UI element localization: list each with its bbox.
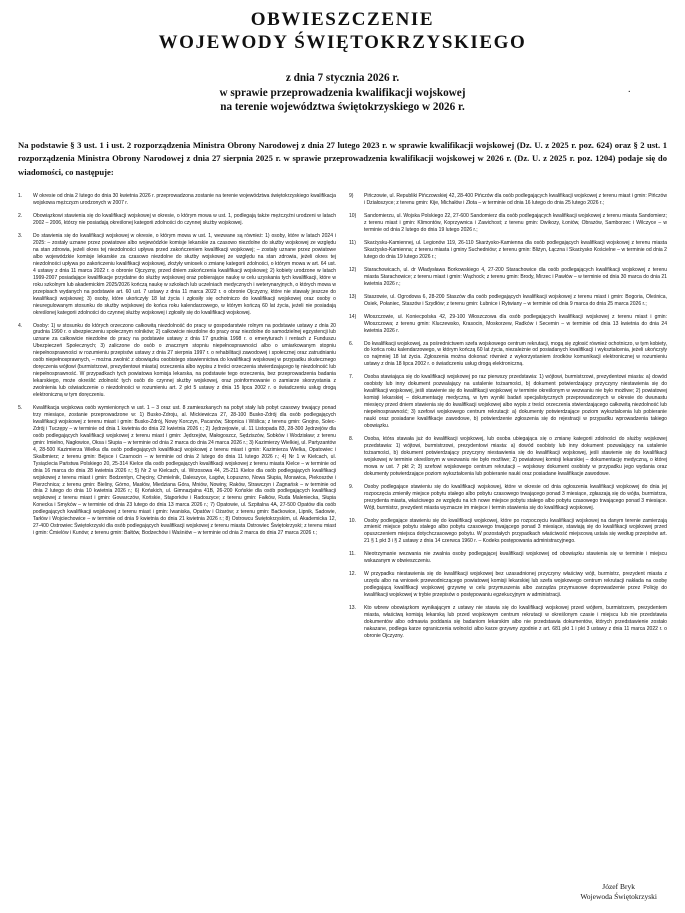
subject-line-1: w sprawie przeprowadzenia kwalifikacji wojskowej [219, 86, 466, 99]
list-item-number: 5. [18, 405, 23, 412]
list-item-number: 10) [349, 213, 357, 220]
list-item [349, 240, 667, 261]
list-item-text: W okresie od dnia 2 lutego do dnia 30 kwietnia 2026 r. przeprowadzona zostanie na terenie województwa świętokrzyskiego kwalifikacja wojskowa mężczyzn urodzonych w 2007 r. [33, 193, 336, 207]
preamble: Na podstawie § 3 ust. 1 i ust. 2 rozporządzenia Ministra Obrony Narodowej z dnia 27 lutego 2023 r. w sprawie kwalifikacji wojskowej (Dz. U. z 2025 r. poz. 624) oraz § 2 ust. 1 rozporządzenia Ministra Obrony Narodowej z dnia 27 sierpnia 2025 r. w sprawie przeprowadzenia kwalifikacji wojskowej w 2026 r. (Dz. U. z 2025 r. poz. 1204) podaje się do wiadomości, co następuje: [18, 139, 667, 177]
subject-line-2: na terenie województwa świętokrzyskiego w 2026 r. [220, 101, 465, 113]
list-item [349, 518, 667, 546]
list-item [349, 571, 667, 599]
list-item [349, 341, 667, 369]
list-item-number: 10. [349, 517, 357, 524]
list-item-text: Pińczowie, ul. Republiki Pińczowskiej 42, 28-400 Pińczów dla osób podlegających kwalifikacji wojskowej z terenu miast i gmin: Pińczów i Działoszyce; z terenu gmin: Kije, Michałów i Złota – w terminie od dnia 16 lutego do dnia 25 lutego 2026 r.; [364, 193, 667, 207]
list-item-number: 2. [18, 213, 23, 220]
list-item [18, 233, 336, 316]
list-item-text: Nieotrzymanie wezwania nie zwalnia osoby podlegającej kwalifikacji wojskowej od obowiązku stawienia się w terminie i miejscu wskazanym w obwieszczeniu. [364, 551, 667, 565]
list-item-text: Kto wbrew obowiązkom wynikającym z ustawy nie stawia się do kwalifikacji wojskowej przed wójtem, burmistrzem, prezydentem miasta, właściwą komisją lekarską lub przed wojskowym centrum rekrutacji w określonym czasie i miejscu lub nie przedstawia dokumentów albo odmawia poddania się badaniom lekarskim albo nie przedstawia dokumentów, których przedstawienie zostało nakazane, podlega karze ograniczenia wolności albo karze grzywny zgodnie z art. 681 pkt 1 i pkt 3 ustawy z dnia 11 marca 2022 r. o obronie Ojczyzny. [364, 605, 667, 639]
list-item-number: 9) [349, 193, 354, 200]
list-item-text: Osoby: 1) w stosunku do których orzeczono całkowitą niezdolność do pracy w gospodarstwie rolnym na podstawie ustawy z dnia 20 grudnia 1990 r. o ubezpieczeniu społecznym rolników; 2) całkowicie niezdolne do pracy oraz niezdolne do samodzielnej egzystencji lub uznane za całkowicie niezdolne do pracy na podstawie ustawy z dnia 17 grudnia 1998 r. o emeryturach i rentach z Funduszu Ubezpieczeń Społecznych; 3) zaliczone do osób o znacznym stopniu niepełnosprawności albo o umiarkowanym stopniu niepełnosprawności w rozumieniu przepisów ustawy z dnia 27 sierpnia 1997 r. o rehabilitacji zawodowej i społecznej oraz zatrudnianiu osób niepełnosprawnych, – można zwolnić z obowiązku osobistego stawiennictwa do kwalifikacji wojskowej w przypadku skutecznego doręczenia wójtowi (burmistrzowi, prezydentowi miasta) orzeczenia albo wypisu z treści orzeczenia stwierdzającego tę niezdolność lub niepełnosprawność. W przypadkach tych powiatowa komisja lekarska, na podstawie tego orzeczenia, bez przeprowadzenia badania lekarskiego, może określić zdolność tych osób do czynnej służby wojskowej, oraz poinformowanie o zamiarze skorzystania z zwolnienia lub oświadczenie o niezdolności w rozumieniu art. 2 pkt 5 ustawy z dnia 15 lipca 2002 r. o świadczeniu usług drogą elektroniczną w tym doręczeniu. [33, 322, 336, 399]
list-item [349, 484, 667, 512]
list-item-text: Obowiązkowi stawienia się do kwalifikacji wojskowej w okresie, o którym mowa w ust. 1, podlegają także mężczyźni urodzeni w latach 2002 – 2006, którzy nie posiadają określonej kategorii zdolności do czynnej służby wojskowej. [33, 213, 336, 227]
list-item-number: 11) [349, 240, 356, 247]
signatory-role: Wojewoda Świętokrzyski [580, 892, 657, 901]
left-column [18, 193, 336, 646]
document-title: OBWIESZCZENIE [250, 9, 435, 30]
list-item [349, 267, 667, 288]
list-item-text: Starachowicach, ul. dr Władysława Borkowskiego 4, 27-200 Starachowice dla osób podlegających kwalifikacji wojskowej z terenu miasta Starachowice; z terenu miast i gmin: Wąchock; z terenu gmin: Brody, Mirzec i Pawłów – w terminie od dnia 30 marca do dnia 21 kwietnia 2026 r.; [364, 266, 667, 287]
list-item-number: 7. [349, 374, 354, 381]
list-item [349, 436, 667, 478]
list-item [18, 405, 336, 537]
signature-block [580, 882, 657, 902]
list-item-number: 8. [349, 435, 354, 442]
list-item-number: 3. [18, 233, 23, 240]
list-item-text: Skarżysku-Kamiennej, ul. Legionów 119, 26-110 Skarżysko-Kamienna dla osób podlegających kwalifikacji wojskowej z terenu miasta Skarżysko-Kamienna; z terenu miasta i gminy Suchedniów; z terenu gmin: Bliżyn, Łączna i Skarżysko Kościelne – w terminie od dnia 2 lutego do dnia 19 lutego 2026 r.; [364, 240, 667, 260]
list-item-number: 1. [18, 193, 23, 200]
document-issuer: WOJEWODY ŚWIĘTOKRZYSKIEGO [158, 32, 527, 53]
list-item-text: Kwalifikacja wojskowa osób wymienionych w ust. 1 – 3 oraz ust. 8 zamieszkanych na pobyt stały lub pobyt czasowy trwający ponad trzy miesiące, zostanie przeprowadzone w: 1) Busko-Zdroju, al. Mickiewicza 27, 28-100 Busko-Zdrój dla osób podlegających kwalifikacji wojskowej z terenu miast i gmin: Busko-Zdrój, Nowy Korczyn, Pacanów, Stopnica i Wiślica; z terenu gmin: Gnojno, Solec-Zdrój i Tuczępy – w terminie od dnia 1 kwietnia do dnia 22 kwietnia 2026 r.; 2) Jędrzejowie, ul. 11 Listopada 83, 28-300 Jędrzejów dla osób podlegających kwalifikacji wojskowej z terenu miast i gmin: Jędrzejów, Małogoszcz, Sędziszów, Sobków i Wodzisław; z terenu gmin: Imielno, Nagłowice, Oksa i Słupia – w terminie od dnia 2 marca do dnia 24 marca 2026 r.; 3) Kazimierzy Wielkiej, ul. Partyzantów 4, 28-500 Kazimierza Wielka dla osób podlegających kwalifikacji wojskowej z terenu miast i gmin: Kazimierza Wielka, Opatowiec i Skalbmierz; z terenu gmin: Bejsce i Czarnocin – w terminie od dnia 2 lutego do dnia 11 lutego 2026 r.; 4) Nr 1 w Kielcach, ul. Tysiąclecia Państwa Polskiego 20, 25-314 Kielce dla osób podlegających kwalifikacji wojskowej z terenu miasta Kielce – w terminie od dnia 16 marca do dnia 28 kwietnia 2026 r.; 5) Nr 2 w Kielcach, ul. Wrzosowa 44, 25-211 Kielce dla osób podlegających kwalifikacji wojskowej z terenu miast i gmin: Bodzentyn, Chęciny, Chmielnik, Daleszyce, Łagów, Łopuszno, Nowa Słupia, Morawica, Piekoszów i Pierzchnica; z terenu gmin: Bieliny, Górno, Masłów, Miedziana Góra, Mniów, Nowiny, Raków, Strawczyn i Zagnańsk – w terminie od dnia 2 lutego do dnia 10 kwietnia 2026 r.; 6) Końskich, ul. Gimnazjalna 41B, 26-200 Końskie dla osób podlegających kwalifikacji wojskowej z terenu miast i gmin: Gowarczów, Końskie, Stąporków i Radoszyce; z terenu gmin: Fałków, Ruda Maleniecka, Słupia Konecka i Smyków – w terminie od dnia 23 lutego do dnia 13 marca 2026 r.; 7) Opatowie, ul. Szpitalna 4A, 27-500 Opatów dla osób podlegających kwalifikacji wojskowej z terenu miast i gmin: Iwaniska, Opatów i Ożarów; z terenu gmin: Baćkowice, Lipnik, Sadowie, Tarłów i Wojciechowice – w terminie od dnia 9 kwietnia do dnia 21 kwietnia 2026 r.; 8) Ostrowcu Świętokrzyskim, ul. Akademicka 12, 27-400 Ostrowiec Świętokrzyski dla osób podlegających kwalifikacji wojskowej z terenu miasta Ostrowiec Świętokrzyski; z terenu miast i gmin: Ćmielów i Kunów; z terenu gmin: Bałtów, Bodzechów i Waśniów – w terminie od dnia 2 marca do dnia 27 marca 2026 r.; [33, 405, 336, 537]
list-item [349, 374, 667, 430]
document-subtitle [18, 71, 667, 115]
list-item [349, 193, 667, 207]
list-item-text: Do stawienia się do kwalifikacji wojskowej w okresie, o którym mowa w ust. 1, wezwane są również: 1) osoby, które w latach 2024 i 2025: – zostały uznane przez powiatowe albo wojewódzkie komisje lekarskie za czasowo niezdolne do służby wojskowej ze względu na stan zdrowia, jeżeli okres tej niezdolności upływa przed zakończeniem kwalifikacji wojskowej; – zostały uznane przez powiatowe albo wojewódzkie komisje lekarskie za czasowo niezdolne do służby wojskowej ze względu na stan zdrowia, jeżeli okres tej niezdolności upływa po zakończeniu kwalifikacji wojskowej, złożyły wniosek o zmianę kategorii zdolności, o którym mowa w art. 64 ust. 4 ustawy z dnia 11 marca 2022 r. o obronie Ojczyzny, przed dniem zakończenia kwalifikacji wojskowej; 2) kobiety urodzone w latach 1999-2007 posiadające kwalifikacje przydatne do służby wojskowej oraz pobierające naukę w celu uzyskania tych kwalifikacji, które w roku szkolnym lub akademickim 2025/2026 kończą naukę w szkołach lub uczelniach medycznych i weterynaryjnych, o których mowa w przepisach wydanych na podstawie art. 60 ust. 7 ustawy z dnia 11 marca 2022 r. o obronie Ojczyzny, które nie stawały jeszcze do kwalifikacji wojskowej; 3) osoby, które ukończyły 18 lat życia i zgłosiły się ochotniczo do kwalifikacji wojskowej oraz osoby o nieuregulowanym stosunku do służby wojskowej do końca roku kalendarzowego, w którym kończą 60 lat życia, jeżeli nie posiadają określonej kategorii zdolności do czynnej służby wojskowej i zgłosiły się do kwalifikacji wojskowej. [33, 233, 336, 316]
list-item [349, 314, 667, 335]
list-item-text: W przypadku niestawienia się do kwalifikacji wojskowej bez uzasadnionej przyczyny właściwy wójt, burmistrz, prezydent miasta z urzędu albo na wniosek przewodniczącego powiatowej komisji lekarskiej lub szefa wojskowego centrum rekrutacji nakłada na osobę podlegającą kwalifikacji wojskowej grzywnę w celu przymuszenia albo zarządza przymusowe doprowadzenie przez Policję do kwalifikacji wojskowej w trybie przepisów o postępowaniu egzekucyjnym w administracji. [364, 571, 667, 599]
right-column [349, 193, 667, 646]
list-item-text: Osoba stawiająca się do kwalifikacji wojskowej po raz pierwszy przedstawia: 1) wójtowi, burmistrzowi, prezydentowi miasta: a) dowód osobisty lub inny dokument pozwalający na ustalenie tożsamości, b) dokument potwierdzający przyczyny niestawienia się do kwalifikacji wojskowej, jeśli stawienie się do kwalifikacji wojskowej w terminie określonym w wezwaniu nie było możliwe; 2) powiatowej komisji lekarskiej – dokumentację medyczną, w tym wyniki badań specjalistycznych przeprowadzonych w okresie do dwunastu miesięcy przed dniem stawienia się do kwalifikacji wojskowej albo wypis z treści orzeczenia stwierdzającego całkowitą niezdolność lub niepełnosprawność; 3) szefowi wojskowego centrum rekrutacji: a) dokumenty potwierdzające poziom wykształcenia lub pobieranie nauki oraz posiadane kwalifikacje zawodowe, b) potwierdzenie zgłoszenia się do rejestracji w przypadku wprowadzenia takiego obowiązku. [364, 374, 667, 430]
date-line: z dnia 7 stycznia 2026 r. [285, 72, 400, 84]
list-item [18, 213, 336, 227]
list-item-text: Osoby podlegające stawieniu się do kwalifikacji wojskowej, które po rozpoczęciu kwalifikacji wojskowej na danym terenie zamierzają zmienić miejsce pobytu stałego albo pobytu czasowego trwającego ponad 3 miesiące, stawiają się do kwalifikacji wojskowej przed opuszczeniem miejsca dotychczasowego pobytu. W pozostałych przypadkach właściwość miejscową ustala się według przepisów art. 21 § 1 pkt 3 i § 2 ustawy z dnia 14 czerwca 1960 r. – Kodeks postępowania administracyjnego. [364, 517, 667, 545]
list-item-number: 9. [349, 483, 354, 490]
list-item-number: 11. [349, 551, 356, 558]
list-item-text: Osoby podlegające stawieniu się do kwalifikacji wojskowej, które w okresie od dnia ogłoszenia kwalifikacji wojskowej do dnia jej rozpoczęcia zmieniły miejsce pobytu stałego albo pobytu czasowego trwającego ponad 3 miesiące, zgłaszają się do wójta, burmistrza, prezydenta miasta, właściwego ze względu na ich nowe miejsce pobytu stałego albo pobytu czasowego trwającego ponad 3 miesiące. Wójt, burmistrz, prezydent miasta wyznacze im miejsce i termin stawienia się do kwalifikacji wojskowej. [364, 483, 667, 511]
list-item-text: Sandomierzu, ul. Wojska Polskiego 22, 27-600 Sandomierz dla osób podlegających kwalifikacji wojskowej z terenu miasta Sandomierz; z terenu miast i gmin: Klimontów, Koprzywnica i Zawichost; z terenu gmin: Dwikozy, Łoniów, Obrazów, Samborzec i Wilczyce – w terminie od dnia 2 lutego do dnia 19 lutego 2026 r.; [364, 213, 667, 234]
list-item-number: 13. [349, 605, 357, 612]
list-item-text: Włoszczowie, ul. Koniecpolska 42, 29-100 Włoszczowa dla osób podlegających kwalifikacji wojskowej z terenu miast i gmin: Włoszczowa; z terenu gmin: Kluczewsko, Krasocin, Moskorzew, Radków i Secemin – w terminie od dnia 13 kwietnia do dnia 24 kwietnia 2026 r. [364, 313, 667, 334]
list-item [18, 193, 336, 207]
signatory-name: Józef Bryk [602, 882, 635, 891]
list-item [349, 294, 667, 308]
list-item-text: Do kwalifikacji wojskowej, za pośrednictwem szefa wojskowego centrum rekrutacji, mogą się zgłosić również ochotniczo, w tym kobiety, do końca roku kalendarzowego, w którym kończą 60 lat życia, niezależnie od posiadanych kwalifikacji i wykształcenia, jeżeli ukończyły co najmniej 18 lat życia. Zgłoszenia można dokonać również z wykorzystaniem środków komunikacji elektronicznej w rozumieniu ustawy z dnia 18 lipca 2002 r. o świadczeniu usług drogą elektroniczną. [364, 340, 667, 368]
stray-dot: . [628, 84, 631, 95]
list-item-text: Staszowie, ul. Ogrodowa 6, 28-200 Staszów dla osób podlegających kwalifikacji wojskowej z terenu miast i gmin: Bogoria, Oleśnica, Osiek, Połaniec, Staszów i Szydłów; z terenu gmin: Łubnice i Rytwiany – w terminie od dnia 9 marca do dnia 25 marca 2026 r.; [364, 293, 667, 307]
list-item [349, 213, 667, 234]
list-item-number: 6. [349, 340, 354, 347]
list-item-text: Osoba, która stawała już do kwalifikacji wojskowej, lub osoba ubiegająca się o zmianę kategorii zdolności do służby wojskowej przedstawia: 1) wójtowi, burmistrzowi, prezydentowi miasta: a) dowód osobisty lub inny dokument pozwalający na ustalenie tożsamości, b) dokument potwierdzający przyczyny niestawienia się do kwalifikacji wojskowej, jeśli stawienie się do kwalifikacji wojskowej w terminie określonym w wezwaniu nie było możliwe; 2) powiatowej komisji lekarskiej – dokumentację medyczną, o której mowa w ust. 7 pkt 2; 3) szefowi wojskowego centrum rekrutacji – wojskowy dokument osobisty w przypadku jego wydania oraz dokumenty potwierdzające poziom wykształcenia lub pobieranie nauki oraz posiadane kwalifikacje zawodowe. [364, 435, 667, 477]
list-item [18, 323, 336, 399]
list-item [349, 551, 667, 565]
list-item-number: 13) [349, 293, 357, 300]
list-item [349, 605, 667, 640]
list-item-number: 12) [349, 266, 357, 273]
body-columns [18, 193, 667, 646]
list-item-number: 12. [349, 571, 357, 578]
list-item-number: 4. [18, 322, 23, 329]
list-item-number: 14) [349, 313, 357, 320]
